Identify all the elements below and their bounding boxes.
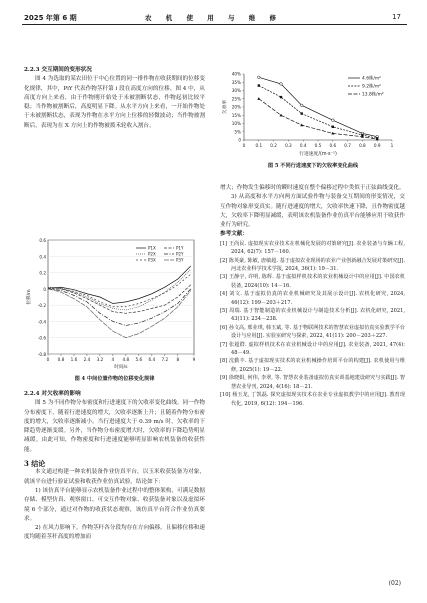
x-tick-label: 3.2	[96, 357, 104, 362]
series-line-p1x	[48, 266, 191, 303]
x-tick-label: 5.6	[135, 357, 143, 362]
legend-label: 13.8株/m²	[362, 92, 384, 98]
legend-label: P3X	[148, 257, 156, 263]
y-axis-label: 欠收率	[223, 99, 228, 115]
x-tick-label: 2.4	[83, 357, 91, 362]
data-point	[258, 84, 260, 86]
y-tick-label: 10%	[231, 121, 241, 126]
paragraph: 1) 该仿真平台能够显示农机装备作业过程中的整体架构，可满足数据存储、模型仿真、观察窗口、可交互作物对象、收获装备对象以及虚拟环境 6 个部分，通过对作物的收获状态观察，该仿真平台符合作业仿真要求。	[24, 487, 205, 522]
x-tick-label: 0.2	[270, 143, 277, 148]
x-tick-label: 6.4	[148, 357, 156, 362]
legend-label: 9.2株/m²	[362, 84, 381, 90]
plot-frame	[48, 240, 194, 354]
journal-name: 农 机 使 用 与 维 修	[144, 14, 283, 22]
series-line	[259, 99, 377, 139]
paragraph: 本文通过构建一种农机装备作业仿真平台，以玉米收获装备为对象，就该平台进行验证试验和收获作业仿真试验，结论如下：	[24, 469, 205, 485]
x-tick-label: 0.8	[57, 357, 65, 362]
legend-label: P2Y	[176, 251, 184, 257]
y-tick-label: 20%	[231, 104, 241, 110]
y-tick-label: 5%	[234, 129, 241, 135]
data-point	[300, 104, 303, 107]
legend-label: P1Y	[176, 245, 184, 251]
x-tick-label: 8	[176, 357, 180, 362]
y-tick-label: 0.6	[39, 238, 46, 243]
legend-label: P3Y	[176, 257, 184, 263]
reference-item: [8] 沈勤丰. 基于虚拟现实技术的农业机械操作培训平台的构建[J]. 农机使用与维修, 2025(1): 19－22.	[220, 358, 405, 373]
y-tick-label: 30%	[231, 88, 241, 93]
data-point	[258, 76, 261, 79]
data-point	[280, 114, 283, 117]
right-column	[220, 184, 405, 408]
y-tick-label: 0	[238, 137, 241, 143]
reference-item: [1] 王尚民. 虚拟现实农业技术在机械化发展的对策研究[J]. 农业装备与车辆工程, 2024, 62(7): 157－160.	[220, 240, 405, 256]
y-tick-label: 15%	[231, 112, 241, 118]
x-tick-label: 0.6	[329, 143, 337, 148]
y-tick-label: 25%	[231, 96, 241, 102]
x-axis-label: 时间/s	[114, 365, 128, 370]
fig5-caption: 图 5 不同行进速度下的欠收率变化曲线	[267, 163, 359, 169]
x-tick-label: 0.7	[344, 143, 351, 148]
reference-item: [9] 徐晓娟, 何伟, 李翠, 等. 智慧农业装备虚拟仿真实训基地建设研究与实践[J]. 智慧农业导刊, 2024, 4(16): 18－21.	[220, 375, 405, 390]
paragraph: 3) 从高度和水平方向两方面试验作物与装备交互期间的形变情况，交互作物对象形变真实。随行进速度的增大，欠收率快速下降，且作物密度越大，欠收率下降明显减缓，表明该农机装备作业仿真平台能够应用于收获作业行为研究。	[220, 194, 405, 229]
fig4-caption: 图 4 中间位置作物的位移变化规律	[74, 376, 155, 382]
reference-item: [2] 陈英豪, 陈敏, 唐敏超. 基于虚拟农业现场的农业产业创新融合发展对策研究[J]. 河北农业科学技术学报, 2024, 36(1): 19－31.	[220, 257, 405, 272]
x-tick-label: 4.8	[122, 357, 130, 362]
fig5-chart	[220, 68, 406, 160]
journal-issue: 2025 年第 6 期	[24, 14, 77, 22]
reference-list	[220, 240, 405, 408]
paragraph: 图 4 为选取的某农田位于中心位置的同一排作物在收获期间的位移变化规律，其中，PiY 代表作物茎秆第 i 段在高度方向的位移。图 4 中，从高度方向上来看，由于作物刚开始处于未被割断状态，作物起初比较平稳；当作物被割断后，高度明显下降。从水平方向上来看，一开始作物处于未被割断状态，表现为作物在水平方向上位移的轻微波动；当作物被割断后，表现为在 X 方向上的作物被拨禾轮收入割台。	[24, 76, 205, 129]
y-tick-label: 0	[43, 286, 46, 292]
reference-item: [6] 孙文高, 邢业琪, 韩玉斌, 等. 基于物联网技术的智慧农业虚拟仿真实验教学平台设计与应用[J]. 实验室研究与探索, 2022, 41(11): 200－203＋227.	[220, 324, 405, 340]
left-column-top	[24, 66, 205, 131]
fig4-chart	[24, 232, 204, 372]
x-axis-label: 行进速度/(m·s⁻¹)	[299, 152, 337, 157]
x-tick-label: 0.5	[314, 143, 322, 148]
reference-item: [10] 杨玉龙, 丁凯磊. 探究虚拟现实技术在农业专业虚拟教学中的应用[J]. 教育现代化, 2019, 6(12): 194－196.	[220, 392, 405, 407]
y-tick-label: 0.4	[39, 254, 46, 260]
x-tick-label: 0.1	[255, 143, 263, 148]
y-tick-label: 35%	[231, 79, 241, 85]
x-tick-label: 1.6	[70, 357, 78, 362]
legend-label: P1X	[148, 245, 156, 251]
data-point	[332, 126, 334, 128]
paragraph: 增大；作物发生偏移时的瞬时速度在整个偏移过程中类似于正弦曲线变化。	[220, 185, 405, 191]
legend-label: P2X	[148, 251, 156, 257]
x-tick-label: 0.3	[285, 143, 292, 148]
y-tick-label: -0.4	[37, 319, 46, 325]
data-point	[280, 96, 282, 98]
y-tick-label: -0.2	[37, 303, 46, 309]
header-rule	[22, 24, 407, 25]
section-2-2-4: 2.2.4 对欠收率的影响	[24, 391, 81, 397]
paragraph: 2) 在风力影响下，作物茎秆各分段均存在方向偏移，且偏移位移和速度均随着茎秆高度的增加而	[24, 525, 205, 541]
x-tick-label: 0.8	[359, 143, 366, 148]
section-3-heading: 3 结论	[24, 459, 46, 469]
section-2-2-3: 2.2.3 交互期间的变形状况	[24, 67, 92, 73]
y-tick-label: -0.8	[37, 352, 46, 357]
x-tick-label: 0	[46, 357, 50, 362]
x-tick-label: 9	[192, 357, 196, 362]
reference-item: [5] 周瑞. 基于智能制造的农业机械设计与制造技术分析[J]. 农机化研究, 2021, 43(11): 234－238.	[220, 308, 405, 323]
x-tick-label: 7.2	[161, 357, 169, 362]
data-point	[257, 97, 260, 100]
series-line-p2y	[48, 289, 191, 326]
x-tick-label: 1	[390, 143, 394, 148]
y-tick-label: -0.6	[37, 335, 46, 341]
x-tick-label: 0	[242, 143, 246, 148]
reference-item: [4] 刘文. 基于虚拟仿真的农业机械研究及其展示设计[J]. 农机化研究, 2024, 46(12): 199－203＋217.	[220, 291, 405, 306]
paragraph: 图 5 为不同作物分布密度和行进速度下的欠收率变化曲线。同一作物分布密度下，随着行进速度的增大，欠收率逐渐上升；且随着作物分布密度的增大，欠收率逐渐减小。当行进速度大于 0.39 m/s 时，欠收率的下降趋势逐渐变缓。另外，当作物分布密度增大时，欠收率的下降趋势明显减缓。由此可知，作物密度和行进速度能够明显影响农机装备的收获性能。	[24, 400, 205, 453]
reference-item: [3] 王静宇, 许明, 陈辉. 基于虚拟样机技术的农业机械设计中的应用[J]. 中国农机装备, 2024(10): 14－16.	[220, 274, 405, 289]
reference-item: [7] 张超群. 虚拟样机技术在农业机械设计中的应用[J]. 农业装备, 2021, 47(4): 48－49.	[220, 341, 405, 357]
y-tick-label: 0.2	[39, 270, 46, 276]
data-point	[331, 132, 334, 135]
y-tick-label: 40%	[231, 71, 241, 77]
references-heading: 参考文献：	[220, 231, 248, 238]
series-line-p3y	[48, 289, 191, 338]
x-tick-label: 4	[111, 357, 115, 362]
x-tick-label: 0.4	[299, 143, 307, 148]
page-number-top: 17	[392, 13, 401, 21]
data-point	[301, 112, 303, 114]
x-tick-label: 0.9	[373, 143, 381, 148]
left-column-bottom	[24, 390, 205, 543]
data-point	[332, 119, 335, 122]
page-number-bottom: (02)	[388, 580, 401, 587]
y-axis-label: 位移/m	[27, 289, 32, 305]
legend-label: 4.6株/m²	[362, 76, 381, 82]
data-point	[280, 83, 283, 86]
